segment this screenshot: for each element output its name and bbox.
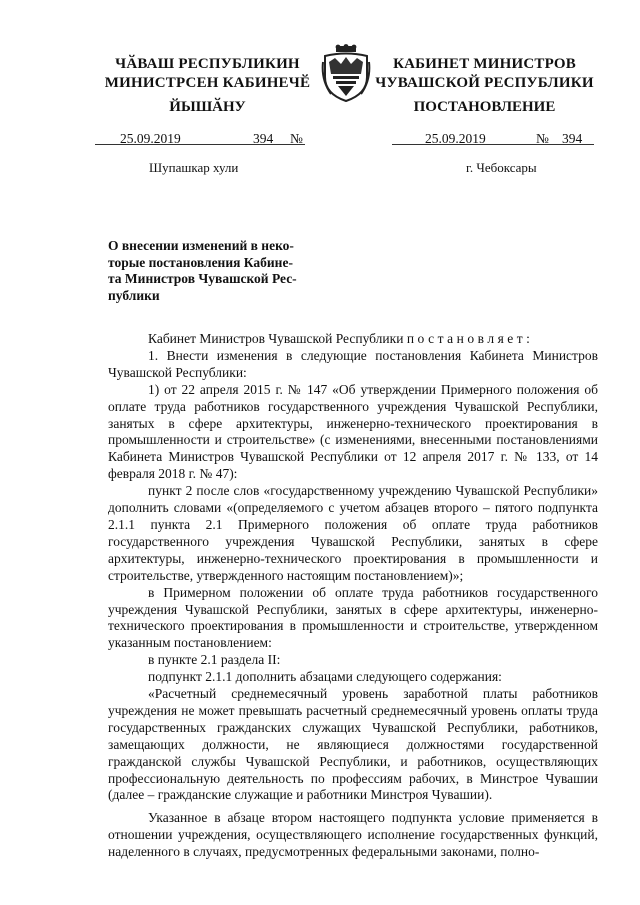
number-sign-left: № <box>290 131 303 146</box>
body-paragraph: 1) от 22 апреля 2015 г. № 147 «Об утверждении Примерного положения об оплате труда работников государственного учреждения Чувашской Республики, занятых в сфере архитектуры, инженерно-технического проектирования в промышленности и строительстве» (с изменениями, внесенными постановлениями Кабинета Министров Чувашской Республики от 12 апреля 2017 г. № 133, от 14 февраля 2018 г. № 47): <box>108 381 598 482</box>
header-russian-line1: КАБИНЕТ МИНИСТРОВ <box>393 56 576 72</box>
header-chuvash-line2: МИНИСТРСЕН КАБИНЕЧӖ <box>104 75 311 91</box>
title-line: та Министров Чувашской Рес- <box>108 271 297 286</box>
document-title <box>108 238 297 304</box>
title-line: О внесении изменений в неко- <box>108 238 294 253</box>
city-chuvash: Шупашкар хули <box>149 160 239 175</box>
number-left: 394 <box>253 131 274 146</box>
body-paragraph: в пункте 2.1 раздела II: <box>148 652 281 668</box>
title-line: публики <box>108 287 160 303</box>
doc-type-russian: ПОСТАНОВЛЕНИЕ <box>413 99 556 115</box>
header-chuvash-line1: ЧӐВАШ РЕСПУБЛИКИН <box>115 56 300 72</box>
number-sign-right: № <box>536 131 549 146</box>
body-paragraph: «Расчетный среднемесячный уровень заработной платы работников учреждения не может превышать расчетный среднемесячный уровень оплаты труда государственных гражданских служащих Чувашской Республики, работников, замещающих должности, не являющиеся должностями государственной гражданской службы Чувашской Республики, и работников, осуществляющих профессиональную деятельность по профессиям рабочих, в Минстрое Чувашии (далее – гражданские служащие и работники Минстроя Чувашии). <box>108 686 598 803</box>
body-paragraph: Указанное в абзаце втором настоящего подпункта условие применяется в отношении учреждения, осуществляющего исполнение государственных функций, наделенного в случаях, предусмотренных федеральными законами, полно- <box>108 810 598 860</box>
date-left: 25.09.2019 <box>120 131 181 146</box>
body-paragraph: в Примерном положении об оплате труда работников государственного учреждения Чувашской Республики, занятых в сфере архитектуры, инженерно-технического проектирования в промышленности и строительстве, утвержденном указанным постановлением: <box>108 584 598 651</box>
chuvash-emblem-icon <box>321 44 371 104</box>
body-paragraph: 1. Внести изменения в следующие постановления Кабинета Министров Чувашской Республики: <box>108 347 598 380</box>
title-line: торые постановления Кабине- <box>108 254 293 270</box>
city-russian: г. Чебоксары <box>466 160 537 175</box>
body-paragraph: пункт 2 после слов «государственному учреждению Чувашской Республики» дополнить словами «(определяемого с учетом абзацев второго – пятого подпункта 2.1.1 пункта 2.1 Примерного положения об оплате труда работников государственного учреждения Чувашской Республики, занятых в сфере архитектуры, инженерно-технического проектирования в промышленности и строительстве, утвержденного настоящим постановлением)»; <box>108 483 598 583</box>
intro-verb: постановляет: <box>406 331 534 346</box>
number-right: 394 <box>562 131 583 146</box>
document-body <box>108 331 598 861</box>
intro-start: Кабинет Министров Чувашской Республики <box>148 331 404 346</box>
header-russian-line2: ЧУВАШСКОЙ РЕСПУБЛИКИ <box>375 75 594 91</box>
header-russian <box>372 55 597 93</box>
body-paragraph: подпункт 2.1.1 дополнить абзацами следующего содержания: <box>148 669 502 685</box>
date-right: 25.09.2019 <box>425 131 486 146</box>
intro-paragraph <box>108 331 598 348</box>
header-chuvash <box>95 55 320 93</box>
doc-type-chuvash: ЙЫШӐНУ <box>169 99 246 115</box>
